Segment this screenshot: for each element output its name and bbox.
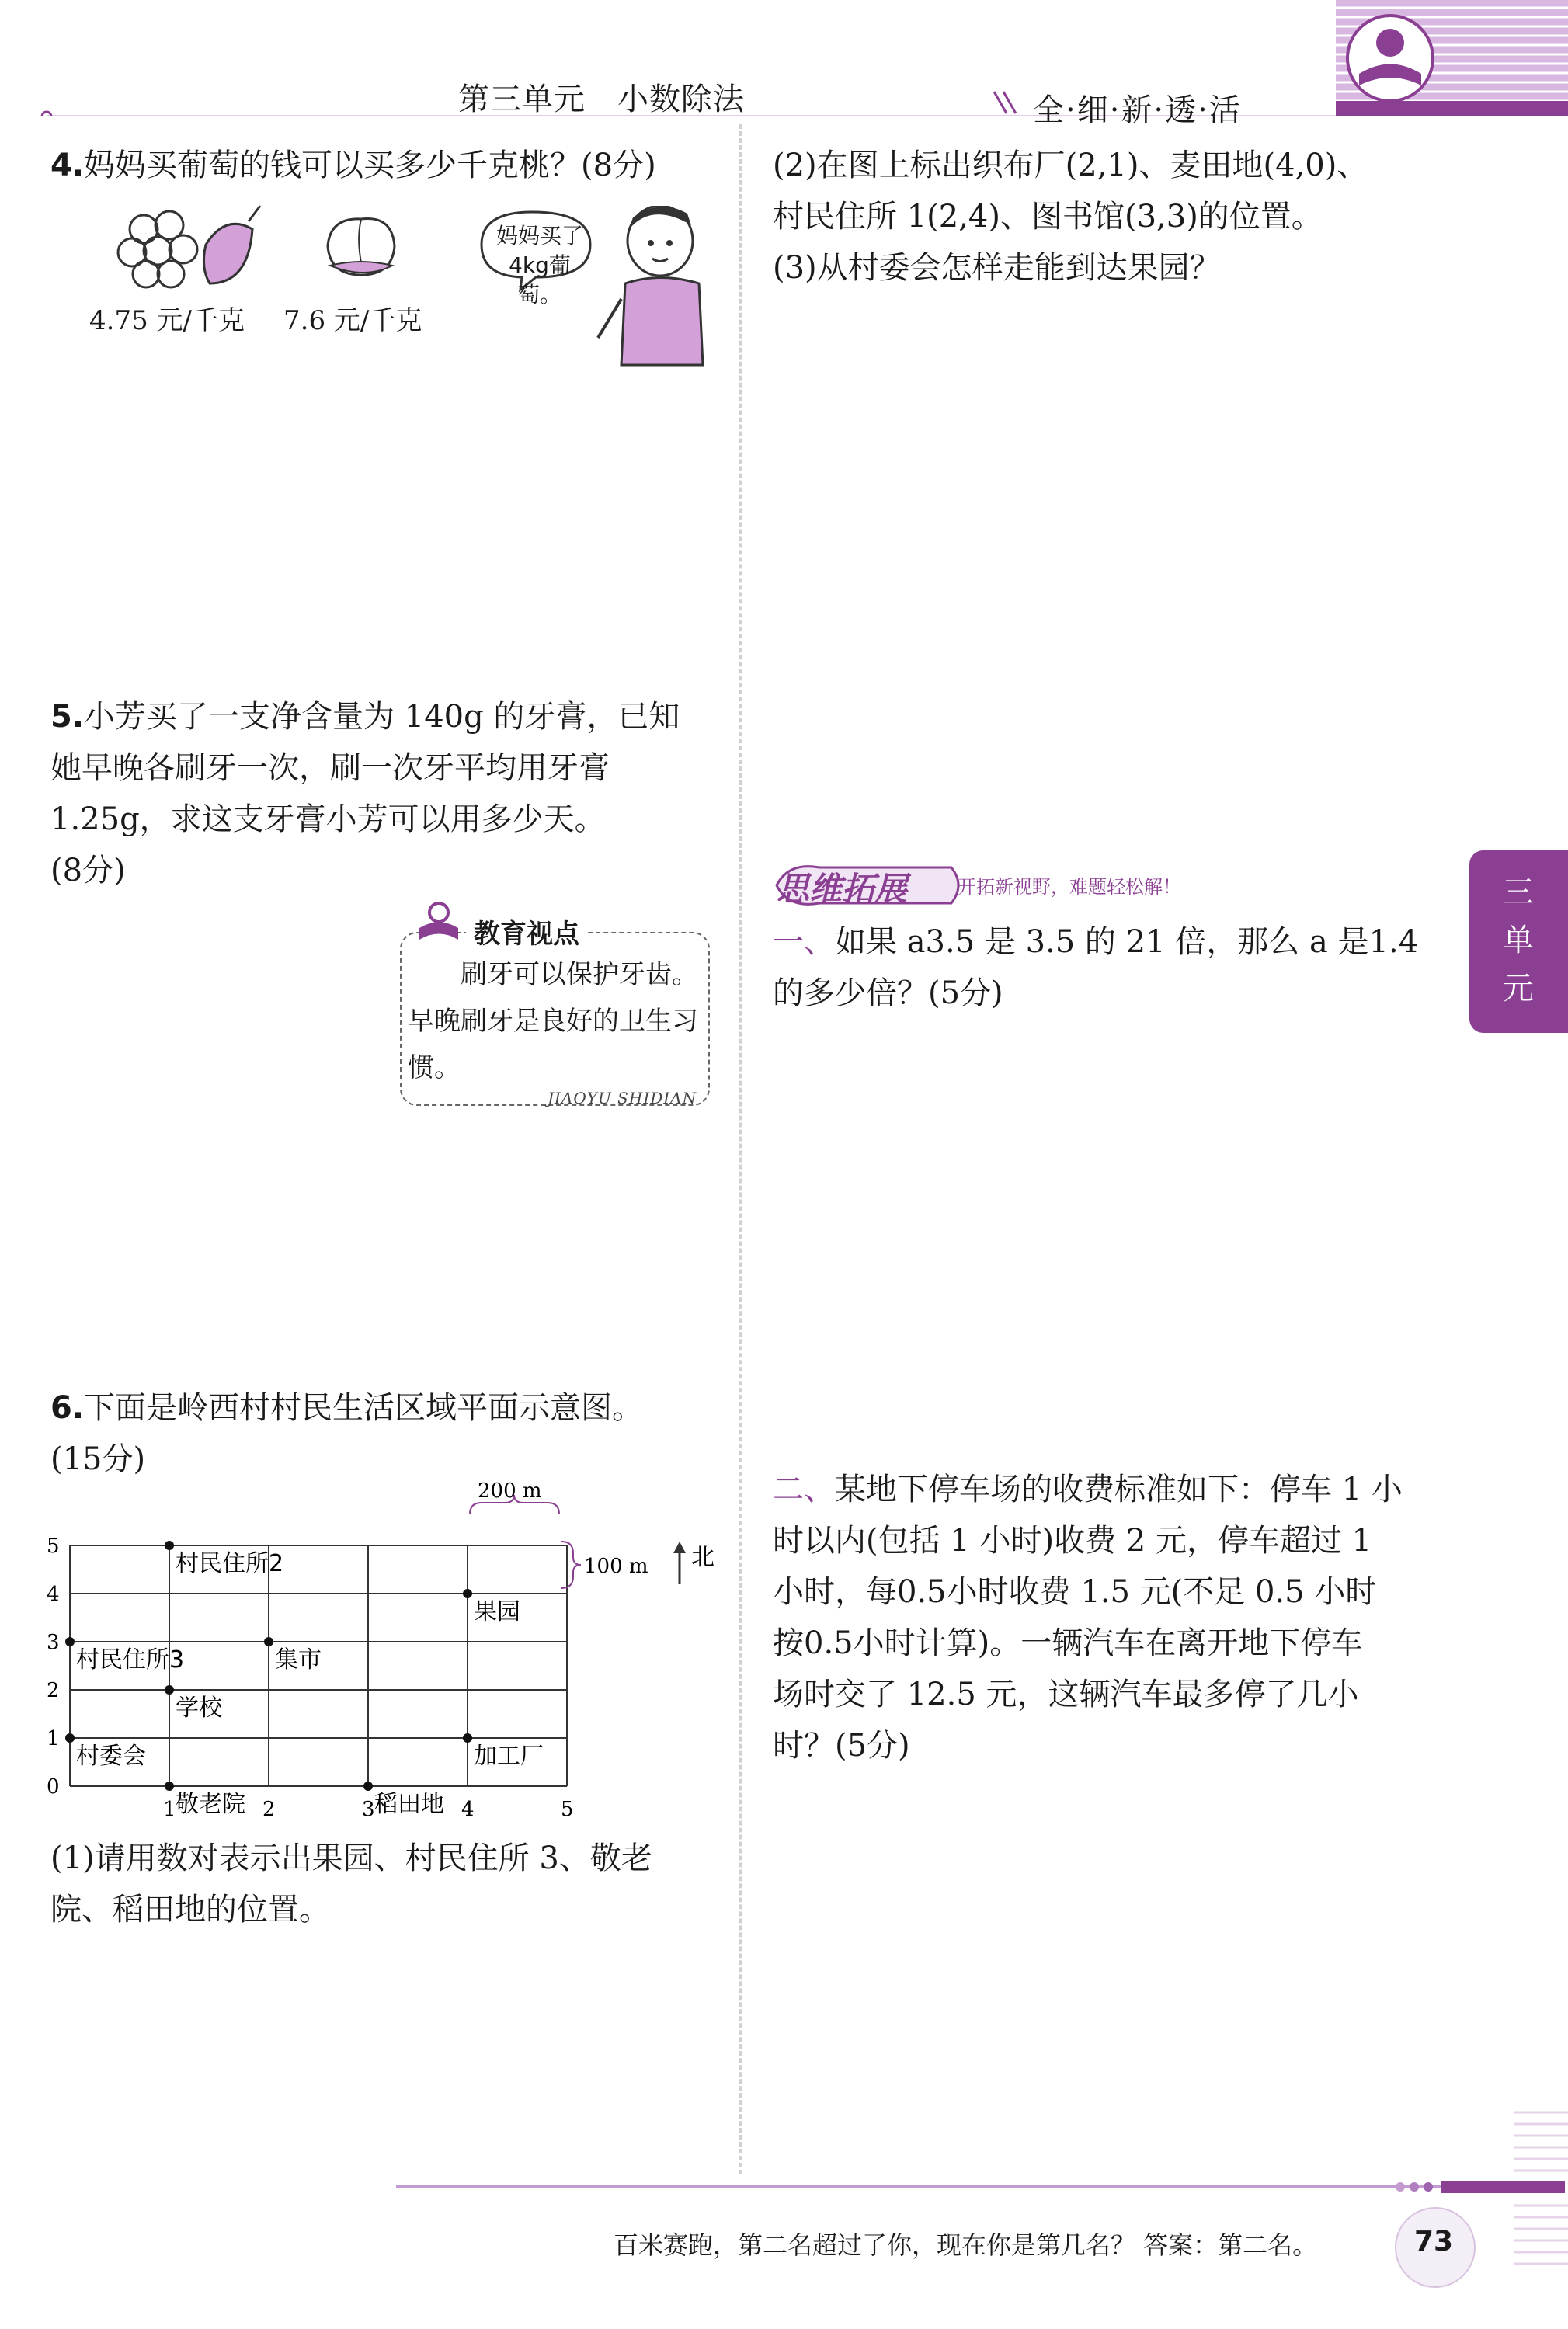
challenge-1-text: 如果 a3.5 是 3.5 的 21 倍，那么 a 是1.4 — [835, 924, 1419, 960]
education-tip-pinyin: JIAOYU SHIDIAN — [548, 1089, 697, 1107]
north-label: 北 — [691, 1544, 714, 1571]
question-6-number: 6. — [50, 1390, 85, 1426]
question-6-part-1-line-1: (1)请用数对表示出果园、村民住所 3、敬老 — [50, 1841, 652, 1876]
north-arrow-icon — [673, 1542, 686, 1584]
challenge-2-line-6: 时？(5分) — [773, 1728, 910, 1764]
tab-char-3: 元 — [1503, 971, 1534, 1006]
place-label: 学校 — [176, 1695, 222, 1722]
challenge-1-line-1 — [773, 916, 1472, 968]
unit-side-tab-label — [1499, 868, 1538, 1013]
column-divider — [739, 124, 742, 2174]
place-point — [65, 1637, 75, 1646]
education-tip-body: 刷牙可以保护牙齿。早晚刷牙是良好的卫生习惯。 — [408, 959, 698, 1083]
siwei-title: 思维拓展 — [777, 870, 908, 908]
unit-title: 第三单元 小数除法 — [458, 82, 745, 117]
challenge-1-line-2: 的多少倍？(5分) — [773, 975, 1003, 1011]
place-point — [165, 1541, 174, 1550]
page-number: 73 — [1413, 2226, 1454, 2258]
challenge-1-number: 一、 — [773, 924, 835, 960]
scale-y-label: 100 m — [584, 1555, 648, 1578]
speech-line-1: 妈妈买了 — [495, 223, 583, 249]
footer-dots-decoration — [1394, 2177, 1565, 2197]
place-point — [363, 1782, 373, 1791]
series-motto: 全·细·新·透·活 — [1033, 92, 1242, 128]
place-label: 果园 — [474, 1598, 520, 1625]
scale-bars — [470, 1495, 581, 1588]
question-6-part-2-line-2: 村民住所 1(2,4)、图书馆(3,3)的位置。 — [773, 199, 1323, 235]
question-4-text: 妈妈买葡萄的钱可以买多少千克桃？(8分) — [84, 148, 656, 183]
place-point — [463, 1733, 472, 1743]
peach-icon — [318, 203, 404, 281]
y-tick-label: 4 — [47, 1583, 60, 1606]
question-6-part-2-line-1: (2)在图上标出织布厂(2,1)、麦田地(4,0)、 — [773, 148, 1368, 183]
y-tick-label: 2 — [47, 1679, 60, 1702]
place-point — [65, 1733, 75, 1743]
question-5 — [50, 691, 726, 896]
y-tick-label: 0 — [47, 1775, 60, 1799]
question-4-title — [50, 140, 656, 191]
challenge-2-line-5: 场时交了 12.5 元，这辆汽车最多停了几小 — [773, 1677, 1359, 1712]
speech-line-2: 4kg葡萄。 — [509, 252, 571, 308]
question-6-part-1 — [50, 1833, 726, 1935]
challenge-1 — [773, 916, 1472, 1019]
footer-divider — [396, 2185, 1468, 2188]
place-label: 敬老院 — [176, 1791, 245, 1818]
question-5-line — [50, 691, 726, 742]
tab-char-2: 单 — [1503, 923, 1534, 958]
grid-places — [65, 1541, 544, 1818]
question-6-line-1 — [50, 1382, 643, 1434]
book-icon — [415, 897, 462, 944]
question-6-text: 下面是岭西村村民生活区域平面示意图。 — [84, 1390, 644, 1426]
x-tick-label: 2 — [262, 1798, 276, 1821]
question-6-part-1-line-2: 院、稻田地的位置。 — [50, 1892, 330, 1928]
siwei-subtitle: 开拓新视野，难题轻松解！ — [958, 876, 1181, 898]
challenge-2-line-4: 按0.5小时计算)。一辆汽车在离开地下停车 — [773, 1625, 1363, 1661]
place-point — [463, 1589, 472, 1598]
y-tick-label: 5 — [47, 1535, 60, 1558]
place-label: 稻田地 — [374, 1791, 444, 1818]
challenge-2-line-3: 小时，每0.5小时收费 1.5 元(不足 0.5 小时 — [773, 1574, 1377, 1610]
challenge-2 — [773, 1464, 1472, 1771]
place-point — [165, 1685, 174, 1695]
question-5-number: 5. — [50, 699, 85, 735]
question-4-number: 4. — [50, 148, 85, 183]
header-decoration — [0, 0, 1568, 116]
speech-bubble — [489, 221, 590, 310]
place-label: 村委会 — [76, 1743, 146, 1770]
challenge-2-text: 某地下停车场的收费标准如下：停车 1 小 — [835, 1472, 1403, 1507]
x-tick-label: 4 — [461, 1798, 475, 1821]
question-6 — [50, 1382, 643, 1485]
y-tick-label: 3 — [47, 1631, 60, 1654]
grape-icon — [109, 198, 264, 291]
tab-char-1: 三 — [1503, 874, 1534, 910]
challenge-2-number: 二、 — [773, 1472, 835, 1507]
challenge-2-line-1 — [773, 1464, 1472, 1515]
question-5-line-4: (8分) — [50, 853, 126, 888]
place-label: 村民住所2 — [176, 1550, 284, 1577]
education-tip-title: 教育视点 — [466, 912, 587, 951]
challenge-2-line-2: 时以内(包括 1 小时)收费 2 元，停车超过 1 — [773, 1523, 1372, 1559]
place-label: 加工厂 — [474, 1743, 544, 1770]
question-6-parts-2-3 — [773, 140, 1472, 294]
place-label: 集市 — [275, 1646, 322, 1674]
place-label: 村民住所3 — [76, 1646, 185, 1674]
question-6-line-2: (15分) — [50, 1441, 146, 1477]
place-point — [165, 1782, 174, 1791]
y-tick-label: 1 — [47, 1727, 60, 1750]
village-grid-map — [31, 1476, 730, 1848]
place-point — [264, 1637, 273, 1646]
footer-riddle: 百米赛跑，第二名超过了你，现在你是第几名？ 答案：第二名。 — [614, 2230, 1318, 2260]
question-5-line-1: 小芳买了一支净含量为 140g 的牙膏，已知 — [84, 699, 680, 735]
scale-x-label: 200 m — [478, 1479, 542, 1503]
question-5-line-3: 1.25g，求这支牙膏小芳可以用多少天。 — [50, 801, 606, 837]
grid-ticks — [47, 1535, 574, 1821]
x-tick-label: 5 — [561, 1798, 574, 1821]
question-6-part-3: (3)从村委会怎样走能到达果园？ — [773, 250, 1221, 286]
question-5-line-2: 她早晚各刷牙一次，刷一次牙平均用牙膏 — [50, 750, 610, 786]
side-stripes-decoration — [1483, 1041, 1568, 2299]
grape-price: 4.75 元/千克 — [89, 305, 245, 336]
x-tick-label: 1 — [163, 1798, 176, 1821]
x-tick-label: 3 — [362, 1798, 375, 1821]
peach-price: 7.6 元/千克 — [283, 305, 422, 336]
